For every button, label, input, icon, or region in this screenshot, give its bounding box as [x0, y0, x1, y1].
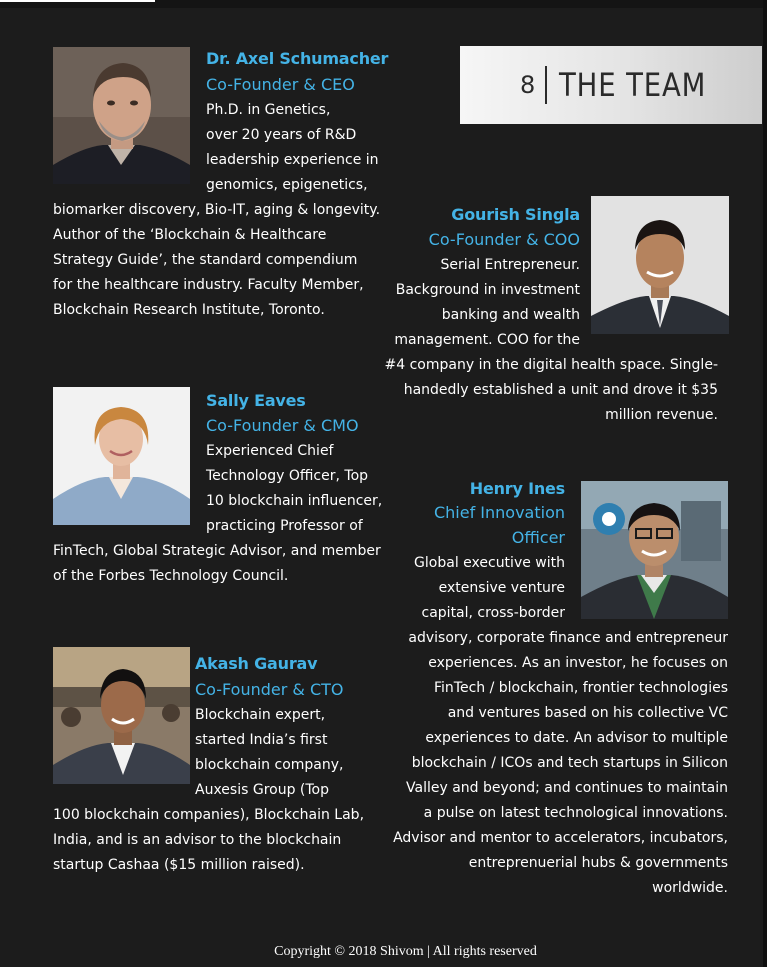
member-role: Chief Innovation — [433, 503, 565, 522]
member-name: Akash Gaurav — [195, 654, 318, 673]
bio-line: Auxesis Group (Top — [195, 782, 330, 798]
bio-line: started India’s first — [195, 732, 328, 748]
bio-line: FinTech, Global Strategic Advisor, and member — [53, 543, 381, 559]
bio-line: extensive venture — [438, 580, 565, 596]
akash-gaurav-photo — [53, 647, 190, 784]
bio-line: biomarker discovery, Bio-IT, aging & longevity. — [53, 202, 381, 218]
bio-line: Technology Officer, Top — [206, 468, 369, 484]
bio-line: over 20 years of R&D — [206, 127, 357, 143]
bio-line: Background in investment — [395, 282, 580, 298]
bio-line: Strategy Guide’, the standard compendium — [53, 252, 358, 268]
bio-line: 100 blockchain companies), Blockchain Lab, — [53, 807, 365, 823]
bio-line: Advisor and mentor to accelerators, incubators, — [393, 830, 728, 846]
bio-line: India, and is an advisor to the blockchain — [53, 832, 342, 848]
bio-line: million revenue. — [605, 407, 718, 423]
member-role: Officer — [511, 528, 565, 547]
bio-line: blockchain / ICOs and tech startups in Silicon — [411, 755, 728, 771]
gourish-singla-photo — [591, 196, 729, 334]
bio-line: banking and wealth — [441, 307, 580, 323]
section-banner — [460, 46, 762, 124]
bio-line: experiences to date. An advisor to multiple — [425, 730, 728, 746]
bio-line: #4 company in the digital health space. Single- — [384, 357, 718, 373]
member-role: Co-Founder & CTO — [195, 680, 344, 699]
top-edge-line — [0, 0, 155, 2]
copyright-footer: Copyright © 2018 Shivom | All rights reserved — [274, 944, 537, 959]
member-name: Gourish Singla — [451, 205, 580, 224]
bio-line: advisory, corporate finance and entrepreneur — [408, 630, 728, 646]
bio-line: Global executive with — [414, 555, 565, 571]
bio-line: FinTech / blockchain, frontier technologies — [434, 680, 728, 696]
banner-divider — [545, 66, 547, 104]
bio-line: management. COO for the — [394, 332, 580, 348]
member-name: Dr. Axel Schumacher — [206, 49, 389, 68]
member-name: Sally Eaves — [206, 391, 306, 410]
page-number: 8 — [520, 71, 536, 99]
sally-eaves-photo — [53, 387, 190, 525]
bio-line: capital, cross-border — [421, 605, 565, 621]
bio-line: and ventures based on his collective VC — [447, 705, 728, 721]
bio-line: handedly established a unit and drove it $35 — [403, 382, 718, 398]
member-role: Co-Founder & CEO — [206, 75, 355, 94]
bio-line: Blockchain Research Institute, Toronto. — [53, 302, 325, 318]
bio-line: entreprenuerial hubs & governments — [468, 855, 728, 871]
bio-line: Serial Entrepreneur. — [440, 257, 580, 273]
bio-line: 10 blockchain influencer, — [206, 493, 383, 509]
bio-line: worldwide. — [652, 880, 728, 896]
bio-line: experiences. As an investor, he focuses on — [428, 655, 728, 671]
member-role: Co-Founder & COO — [428, 230, 580, 249]
axel-schumacher-photo — [53, 47, 190, 184]
bio-line: Experienced Chief — [206, 443, 334, 459]
bio-line: of the Forbes Technology Council. — [53, 568, 289, 584]
bio-line: a pulse on latest technological innovations. — [423, 805, 728, 821]
bio-line: practicing Professor of — [206, 518, 363, 534]
bio-line: Blockchain expert, — [195, 707, 326, 723]
bio-line: leadership experience in — [206, 152, 379, 168]
bio-line: Valley and beyond; and continues to maintain — [406, 780, 728, 796]
bio-line: blockchain company, — [195, 757, 344, 773]
member-name: Henry Ines — [469, 479, 565, 498]
page-right-edge — [763, 0, 767, 967]
henry-ines-photo — [581, 481, 728, 619]
section-title: THE TEAM — [559, 66, 707, 104]
bio-line: genomics, epigenetics, — [206, 177, 368, 193]
bio-line: for the healthcare industry. Faculty Member, — [53, 277, 364, 293]
bio-line: Ph.D. in Genetics, — [206, 102, 331, 118]
bio-line: Author of the ‘Blockchain & Healthcare — [53, 227, 327, 243]
bio-line: startup Cashaa ($15 million raised). — [53, 857, 305, 873]
member-role: Co-Founder & CMO — [206, 416, 359, 435]
